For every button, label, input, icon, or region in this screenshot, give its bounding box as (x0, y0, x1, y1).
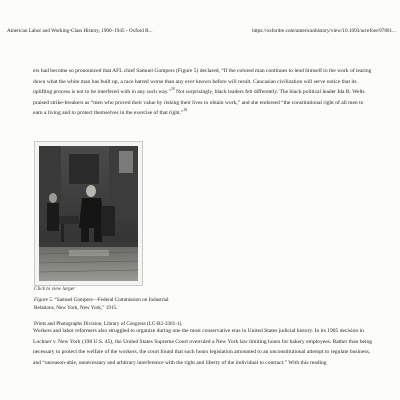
click-to-enlarge-link[interactable]: Click to view larger (34, 286, 76, 292)
figure-credit: Prints and Photographs Division, Library of Congress (LC-B2-3361-1). (34, 321, 183, 327)
header-title: American Labor and Working-Class History, 1900–1945 - Oxford R... (7, 28, 153, 34)
body-paragraph-1 (33, 66, 373, 119)
gompers-photo[interactable] (39, 146, 138, 281)
header-url[interactable]: https://oxfordre.com/americanhistory/view/10.1093/acrefore/97801... (252, 28, 396, 34)
paragraph-text-before: ers had become so pronounced that AFL chief Samuel Gompers (Figure 5) declared, “If the colored man continues to lend himself to the work of tearing down what the white man has built up, a race hatred worse than any ever known before will result. Caucasian civilization will serve notice that its uplifting process is not to be interfered with in any such way.” (33, 68, 372, 96)
figure-caption (34, 296, 184, 313)
footnote-19-link[interactable]: 19 (183, 108, 188, 113)
print-header (7, 28, 396, 35)
figure-5-thumbnail[interactable] (34, 141, 143, 286)
body-paragraph-2: Workers and labor reformers also struggled to organize during one the most conservative eras in United States judicial history. In its 1905 decision in Lochner v. New York (198 U.S. 45), the United States Supreme Court overruled a New York law limiting hours for bakery employees. Rather than being necessary to protect the welfare of the workers, the court found that such hours legislation amounted to an unconstitutional attempt to regulate business, and “unreason-able, unnecessary and arbitrary interference with the right and liberty of the individual to contract.” With this reading (33, 328, 373, 366)
footnote-18-link[interactable]: 18 (170, 87, 175, 92)
photo-image (39, 146, 138, 281)
paragraph-text-middle: Not surprisingly, black leaders felt differently. The black political leader Ida B. Wells praised strike-breakers as “men who proved their value by risking their lives to obtain work,” and she endorsed “the constitutional right of all men to earn a living and to protect themselves in the exercise of that right.” (33, 89, 365, 117)
figure-number: Figure 5. (34, 297, 54, 303)
figure-caption-text: “Samuel Gompers—Federal Commission on Industrial Relations, New York, New York,” 1915. (34, 297, 169, 312)
